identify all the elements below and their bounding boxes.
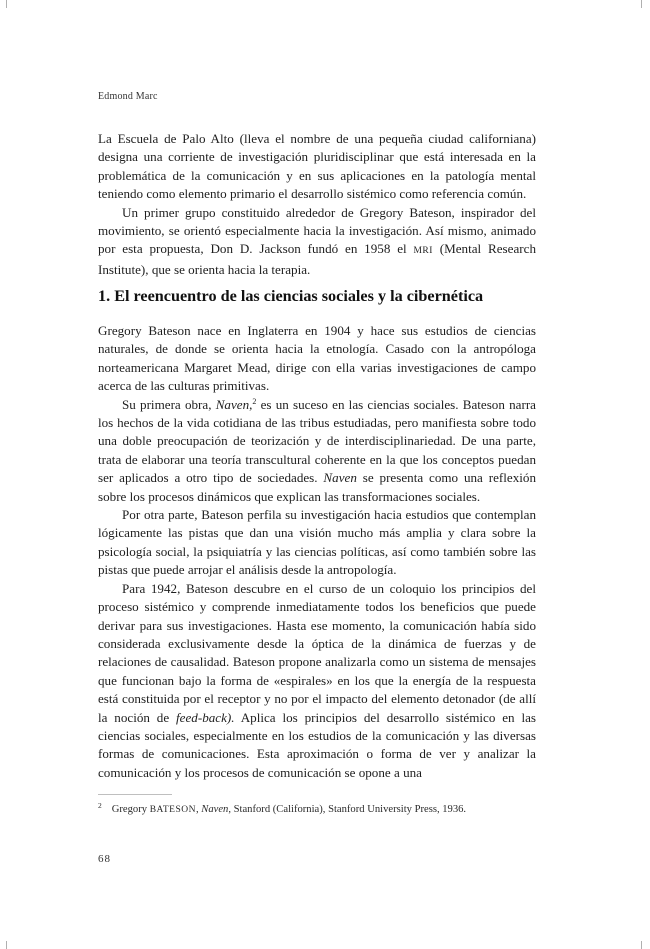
section-heading: 1. El reencuentro de las ciencias sociales y la cibernética xyxy=(98,287,484,305)
footnote-rule xyxy=(98,794,172,795)
footnote-title: Naven xyxy=(201,804,229,815)
term-feedback: feed-back). xyxy=(176,709,235,725)
footnote-author-surname: BATESON xyxy=(149,805,196,815)
body-paragraph-2: Su primera obra, Naven,$^2$ es un suceso en las ciencias sociales. Bateson narra los hechos de la vida cotidiana de las tribus estudiadas, pero manifiesta sobre todo una doble preocupación de teorización y de interdisciplinariedad. De una parte, trata de elaborar una teoría transcultural coherente en la que los conceptos puedan ser aplicados a otro tipo de sociedades. Naven se presenta como una reflexión sobre los procesos dinámicos que explican las transformaciones sociales. xyxy=(98,396,537,504)
footnote-reference[interactable]: 2 xyxy=(252,396,257,406)
crop-mark-top-right xyxy=(641,0,642,8)
body-paragraph-4: Para 1942, Bateson descubre en el curso de un coloquio los principios del proceso sistémico y comprende inmediatamente todos los beneficios que puede derivar para sus investigaciones. Hasta ese momento, la comunicación había sido considerada exclusivamente desde la óptica de la dinámica de fuerzas y de relaciones de causalidad. Bateson propone analizarla como un sistema de mensajes que funcionan bajo la forma de «espirales» en los que la energía de la respuesta está constituida por el receptor y no por el impacto del elemento detonador (de allí la noción de feed-back). Aplica los principios del desarrollo sistémico en las ciencias sociales, especialmente en los estudios de la comunicación y las diversas formas de comunicaciones. Esta aproximación o forma de ver y analizar la comunicación y los procesos de comunicación se opone a una xyxy=(98,580,536,780)
crop-mark-bottom-left xyxy=(6,941,7,949)
body-paragraph-1: Gregory Bateson nace en Inglaterra en 1904 y hace sus estudios de ciencias naturales, de donde se orienta hacia la etnología. Casado con la antropóloga norteamericana Margaret Mead, dirige con ella varias investigaciones de campo acerca de las culturas primitivas. xyxy=(98,323,536,394)
book-title-naven-2: Naven xyxy=(323,470,357,486)
running-head: Edmond Marc xyxy=(98,91,158,102)
intro-paragraph-1: La Escuela de Palo Alto (lleva el nombre de una pequeña ciudad californiana) designa una corriente de investigación pluridisciplinar que está interesada en la problemática de la comunicación y en sus aplicaciones en la patología mental teniendo como elemento primario el desarrollo sistémico como referencia común. xyxy=(98,131,536,202)
page-number: 68 xyxy=(98,853,111,865)
footnote-number: 2 xyxy=(98,801,102,810)
crop-mark-bottom-right xyxy=(641,941,642,949)
footnote: $^2$ Gregory BATESON, Naven, Stanford (California), Stanford University Press, 1936. xyxy=(98,801,467,815)
body-paragraph-3: Por otra parte, Bateson perfila su investigación hacia estudios que contemplan lógicamente las pistas que dan una visión mucho más amplia y clara sobre la psicología social, la psiquiatría y las ciencias políticas, así como también sobre las pistas que puede arrojar el análisis desde la antropología. xyxy=(98,507,536,578)
intro-text xyxy=(98,130,536,279)
body-text xyxy=(98,322,536,782)
intro-paragraph-2: Un primer grupo constituido alrededor de Gregory Bateson, inspirador del movimiento, se orientó especialmente hacia la investigación. Así mismo, animado por esta propuesta, Don D. Jackson fundó en 1958 el MRI (Mental Research Institute), que se orienta hacia la terapia. xyxy=(98,204,536,277)
crop-mark-top-left xyxy=(6,0,7,8)
book-title-naven: Naven xyxy=(215,396,250,412)
mri-abbreviation: MRI xyxy=(413,246,433,257)
